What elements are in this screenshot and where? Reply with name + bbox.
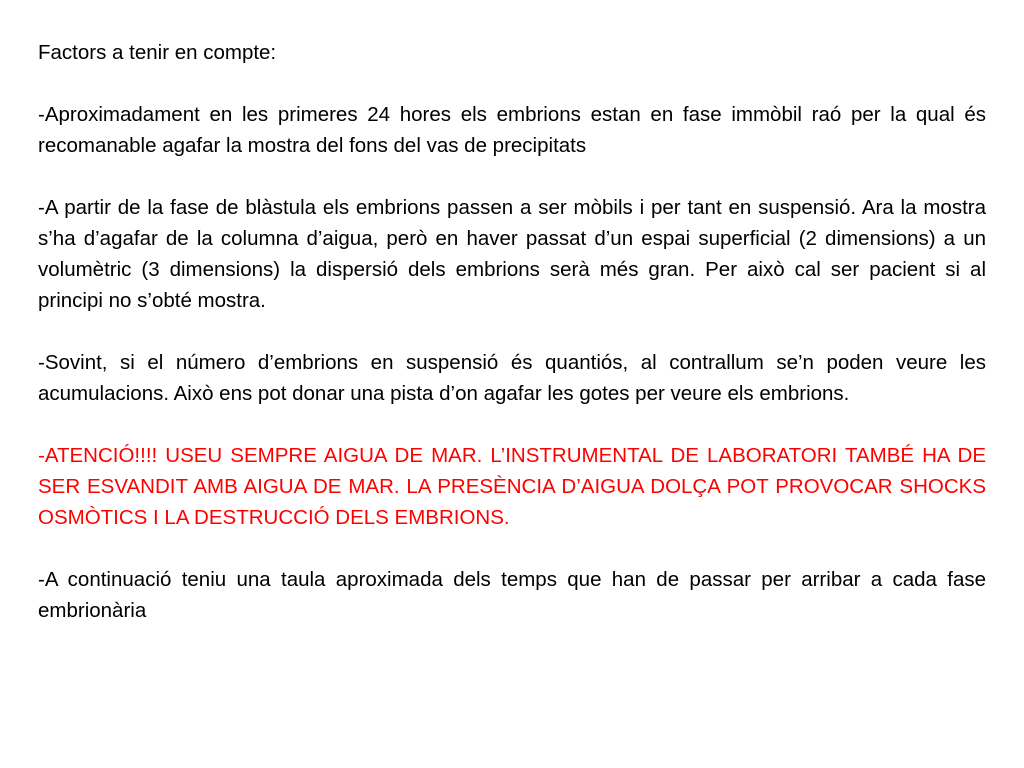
paragraph-blastula-phase: -A partir de la fase de blàstula els embrions passen a ser mòbils i per tant en suspensió. Ara la mostra s’ha d’agafar de la columna d’aigua, però en haver passat d’un espai superficial (2 dimensions) a un volumètric (3 dimensions) la dispersió dels embrions serà més gran. Per això cal ser pacient si al principi no s’obté mostra.: [38, 196, 986, 312]
paragraph-backlight-tip: -Sovint, si el número d’embrions en suspensió és quantiós, al contrallum se’n poden veure les acumulacions. Això ens pot donar una pista d’on agafar les gotes per veure els embrions.: [38, 351, 986, 405]
slide-heading: Factors a tenir en compte:: [38, 41, 277, 64]
paragraph-table-intro: -A continuació teniu una taula aproximada dels temps que han de passar per arribar a cada fase embrionària: [38, 568, 986, 622]
warning-seawater: -ATENCIÓ!!!! USEU SEMPRE AIGUA DE MAR. L’INSTRUMENTAL DE LABORATORI TAMBÉ HA DE SER ESVANDIT AMB AIGUA DE MAR. LA PRESÈNCIA D’AIGUA DOLÇA POT PROVOCAR SHOCKS OSMÒTICS I LA DESTRUCCIÓ DELS EMBRIONS.: [38, 444, 986, 529]
paragraph-immobile-phase: -Aproximadament en les primeres 24 hores els embrions estan en fase immòbil raó per la qual és recomanable agafar la mostra del fons del vas de precipitats: [38, 103, 986, 157]
